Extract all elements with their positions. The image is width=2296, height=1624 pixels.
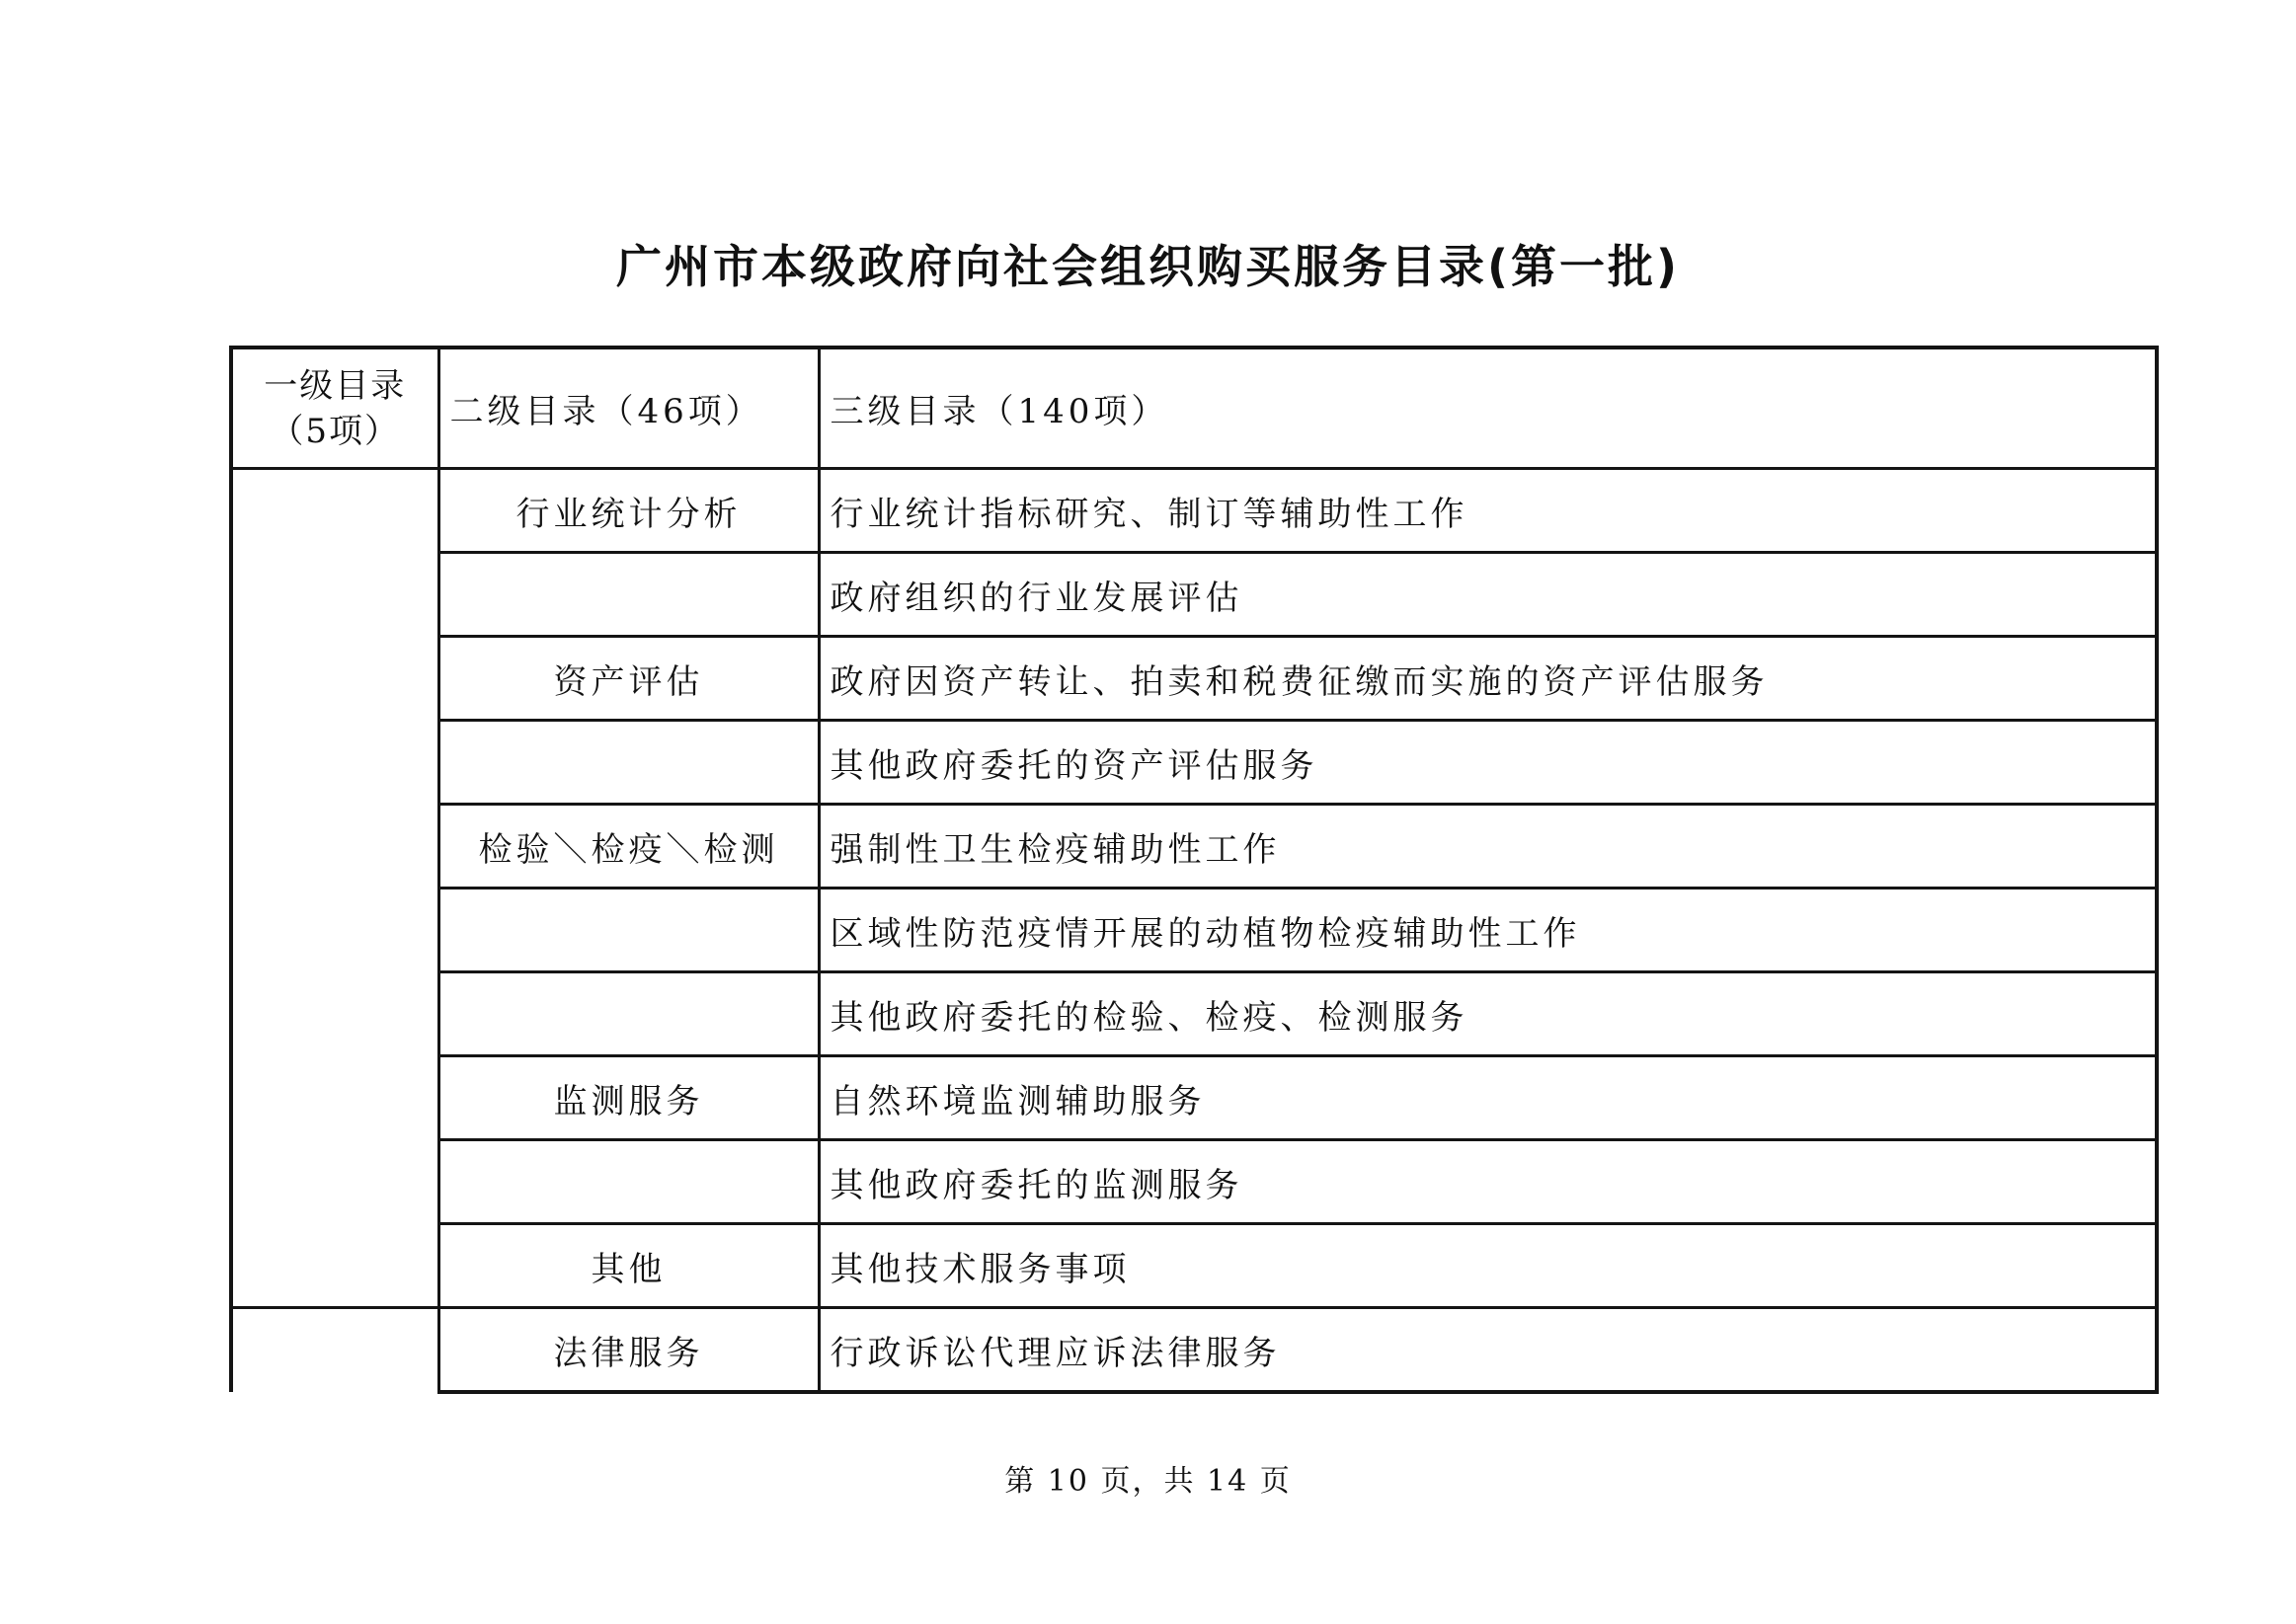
table-row bbox=[231, 889, 2157, 972]
level3-cell: 其他政府委托的检验、检疫、检测服务 bbox=[819, 972, 2157, 1056]
level2-cell: 资产评估 bbox=[438, 637, 819, 721]
service-catalog-table bbox=[229, 346, 2159, 1394]
level3-cell: 自然环境监测辅助服务 bbox=[819, 1056, 2157, 1140]
table-row bbox=[231, 1308, 2157, 1393]
page-number-footer: 第 10 页，共 14 页 bbox=[1004, 1464, 1292, 1499]
level2-cell bbox=[438, 1140, 819, 1224]
level1-cell bbox=[231, 1224, 438, 1308]
level1-cell bbox=[231, 1056, 438, 1140]
level3-cell: 强制性卫生检疫辅助性工作 bbox=[819, 805, 2157, 889]
table-row bbox=[231, 721, 2157, 805]
level3-cell: 政府组织的行业发展评估 bbox=[819, 553, 2157, 637]
level1-cell bbox=[231, 721, 438, 805]
table-row bbox=[231, 805, 2157, 889]
level3-cell: 区域性防范疫情开展的动植物检疫辅助性工作 bbox=[819, 889, 2157, 972]
level3-cell: 政府因资产转让、拍卖和税费征缴而实施的资产评估服务 bbox=[819, 637, 2157, 721]
level3-cell: 行业统计指标研究、制订等辅助性工作 bbox=[819, 469, 2157, 553]
table-header-row bbox=[231, 348, 2157, 469]
table-row bbox=[231, 553, 2157, 637]
table-row bbox=[231, 637, 2157, 721]
level1-cell bbox=[231, 637, 438, 721]
level1-cell bbox=[231, 972, 438, 1056]
level1-cell bbox=[231, 553, 438, 637]
table-row bbox=[231, 972, 2157, 1056]
table-row bbox=[231, 469, 2157, 553]
document-title: 广州市本级政府向社会组织购买服务目录(第一批) bbox=[615, 240, 1681, 293]
level1-cell bbox=[231, 889, 438, 972]
level2-cell: 监测服务 bbox=[438, 1056, 819, 1140]
table-row bbox=[231, 1056, 2157, 1140]
level2-cell: 行业统计分析 bbox=[438, 469, 819, 553]
level2-cell: 检验＼检疫＼检测 bbox=[438, 805, 819, 889]
level1-cell bbox=[231, 805, 438, 889]
header-level3: 三级目录（140项） bbox=[819, 348, 2157, 469]
level3-cell: 其他政府委托的资产评估服务 bbox=[819, 721, 2157, 805]
table-row bbox=[231, 1140, 2157, 1224]
level3-cell: 行政诉讼代理应诉法律服务 bbox=[819, 1308, 2157, 1393]
level2-cell bbox=[438, 889, 819, 972]
header-level1: 一级目录（5项） bbox=[231, 348, 438, 469]
level2-cell bbox=[438, 972, 819, 1056]
level2-cell bbox=[438, 721, 819, 805]
table-row bbox=[231, 1224, 2157, 1308]
level2-cell: 其他 bbox=[438, 1224, 819, 1308]
header-level2: 二级目录（46项） bbox=[438, 348, 819, 469]
level1-cell bbox=[231, 469, 438, 553]
level1-cell bbox=[231, 1308, 438, 1393]
level3-cell: 其他技术服务事项 bbox=[819, 1224, 2157, 1308]
level2-cell bbox=[438, 553, 819, 637]
level1-cell bbox=[231, 1140, 438, 1224]
level3-cell: 其他政府委托的监测服务 bbox=[819, 1140, 2157, 1224]
level2-cell: 法律服务 bbox=[438, 1308, 819, 1393]
